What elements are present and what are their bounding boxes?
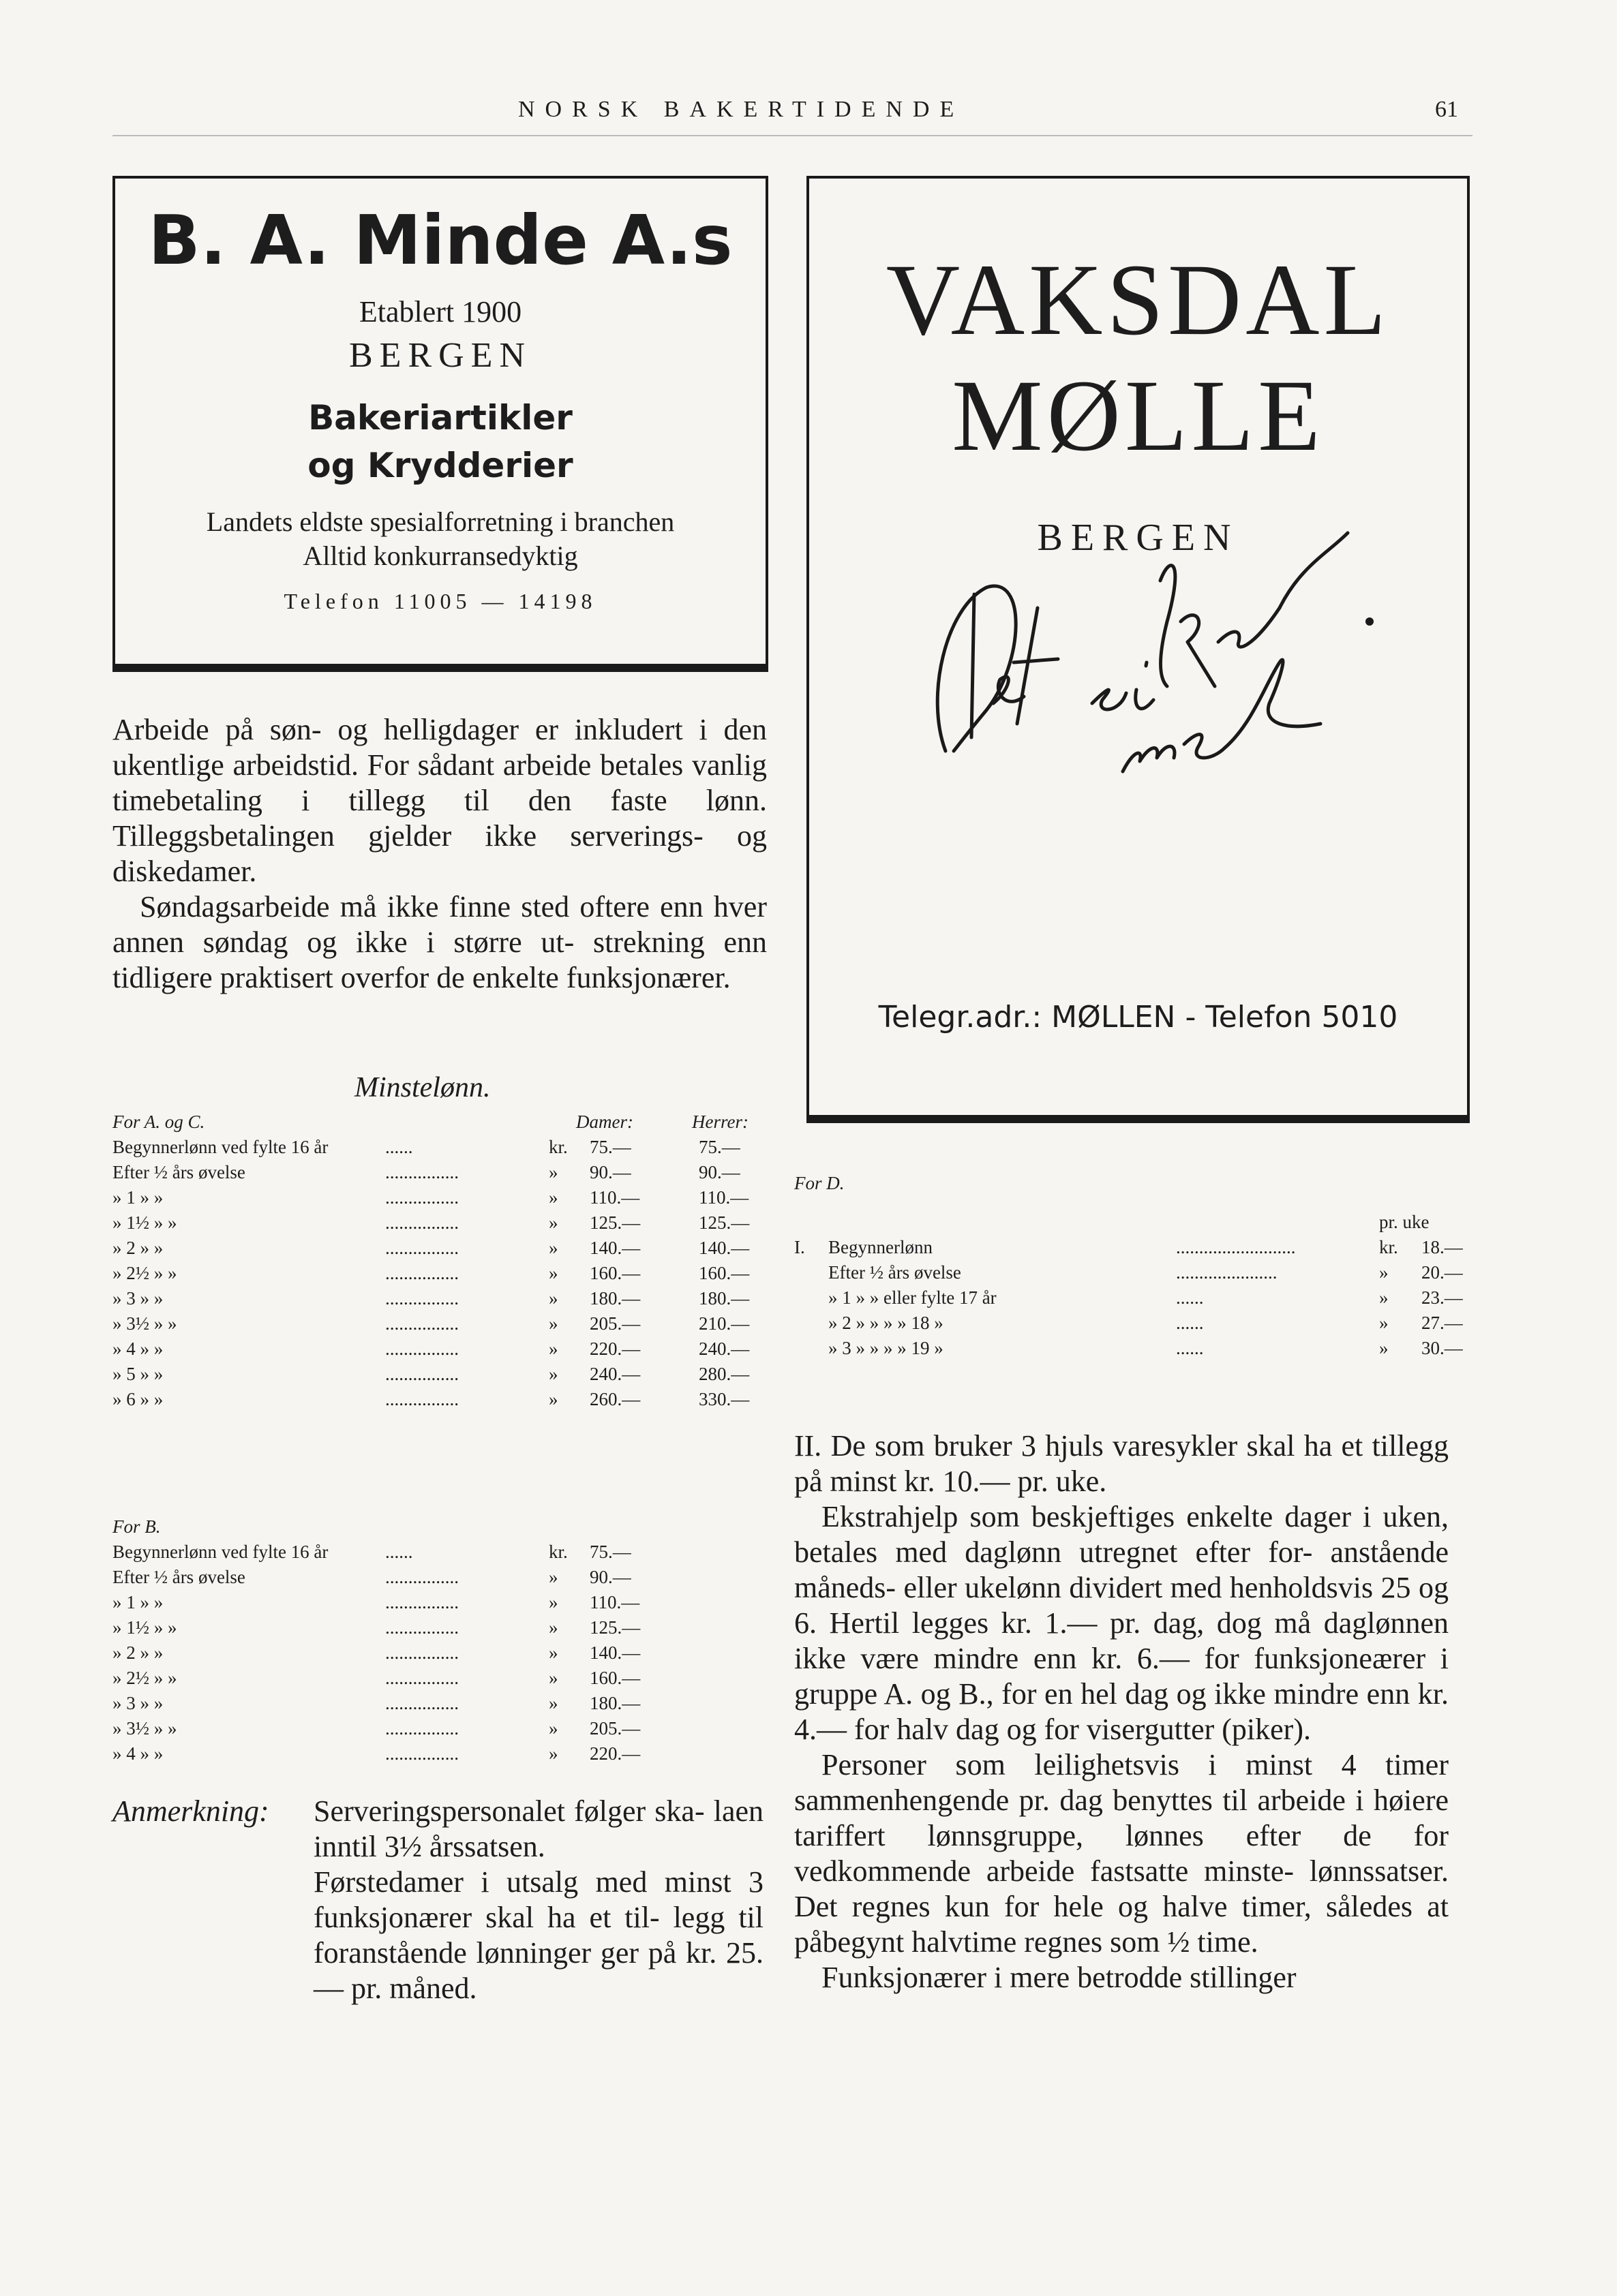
table-row bbox=[112, 1362, 767, 1387]
row-number: I. bbox=[794, 1237, 805, 1257]
row-leader-dots: ................ bbox=[385, 1288, 459, 1308]
row-label: » 1½ » » bbox=[112, 1212, 177, 1233]
value: 140.— bbox=[590, 1642, 641, 1663]
value: 160.— bbox=[590, 1668, 641, 1688]
group-b-label: For B. bbox=[112, 1516, 161, 1537]
value: 220.— bbox=[590, 1743, 641, 1764]
value: 20.— bbox=[1421, 1262, 1463, 1283]
ad-minde-product1: Bakeriartikler bbox=[308, 398, 573, 438]
value-damer: 180.— bbox=[590, 1288, 641, 1308]
row-leader-dots: ................ bbox=[385, 1718, 459, 1739]
minstelonn-title: Minstelønn. bbox=[354, 1072, 491, 1103]
value-herrer: 280.— bbox=[699, 1364, 750, 1384]
body-paragraph-1: Arbeide på søn- og helligdager er inkludert i den ukentlige arbeidstid. For sådant arbeide betales vanlig timebetaling i tillegg til den faste lønn. Tilleggsbetalingen gjelder ikke serverings- og diskedamer. bbox=[112, 713, 767, 888]
table-group-d bbox=[794, 1171, 1463, 1361]
row-leader-dots: ...... bbox=[385, 1137, 413, 1157]
row-currency: » bbox=[549, 1718, 558, 1739]
table-row bbox=[112, 1185, 767, 1210]
value: 23.— bbox=[1421, 1287, 1463, 1308]
value-herrer: 210.— bbox=[699, 1313, 750, 1334]
table-row bbox=[112, 1210, 767, 1236]
value-damer: 75.— bbox=[590, 1137, 631, 1157]
row-leader-dots: ................ bbox=[385, 1642, 459, 1663]
table-row bbox=[794, 1260, 1463, 1285]
anmerkning-text-1: Serveringspersonalet følger ska- laen inntil 3½ årssatsen. bbox=[314, 1794, 764, 1863]
row-label: » 3 » » bbox=[112, 1693, 164, 1713]
row-leader-dots: ................ bbox=[385, 1567, 459, 1587]
ad-minde-name: B. A. Minde A.s bbox=[148, 200, 733, 280]
row-currency: » bbox=[1379, 1287, 1389, 1308]
value: 110.— bbox=[590, 1592, 640, 1612]
row-label: » 3 » » » » 19 » bbox=[828, 1338, 943, 1358]
value-damer: 205.— bbox=[590, 1313, 641, 1334]
value-damer: 260.— bbox=[590, 1389, 641, 1409]
table-row bbox=[112, 1741, 767, 1766]
ad-minde-phone: Telefon 11005 — 14198 bbox=[284, 589, 597, 613]
table-row bbox=[112, 1666, 767, 1691]
table-row bbox=[112, 1590, 767, 1615]
value-damer: 240.— bbox=[590, 1364, 641, 1384]
value-herrer: 90.— bbox=[699, 1162, 740, 1182]
row-currency: » bbox=[1379, 1313, 1389, 1333]
row-currency: » bbox=[1379, 1262, 1389, 1283]
value-damer: 90.— bbox=[590, 1162, 631, 1182]
row-leader-dots: ...... bbox=[1176, 1313, 1204, 1333]
row-label: » 4 » » bbox=[112, 1338, 164, 1359]
group-d-unit: pr. uke bbox=[1379, 1212, 1430, 1232]
value-herrer: 160.— bbox=[699, 1263, 750, 1283]
value: 27.— bbox=[1421, 1313, 1463, 1333]
value-herrer: 125.— bbox=[699, 1212, 750, 1233]
row-currency: » bbox=[549, 1693, 558, 1713]
row-currency: » bbox=[1379, 1338, 1389, 1358]
col-herrer-header: Herrer: bbox=[692, 1112, 749, 1132]
value: 30.— bbox=[1421, 1338, 1463, 1358]
row-leader-dots: ................ bbox=[385, 1592, 459, 1612]
right-paragraph-2: Ekstrahjelp som beskjeftiges enkelte dager i uken, betales med daglønn utregnet efter for- anstående måneds- eller ukelønn dividert med henholdsvis 25 og 6. Hertil legges kr. 1.— pr. dag, dog må daglønnen ikke være mindre enn kr. 6.— for funksjoneærer i gruppe A. og B., for en hel dag og ikke mindre enn kr. 4.— for halv dag og for visergutter (piker). bbox=[794, 1500, 1449, 1746]
row-currency: » bbox=[549, 1743, 558, 1764]
row-leader-dots: ................ bbox=[385, 1693, 459, 1713]
ad-minde-tagline1: Landets eldste spesialforretning i branchen bbox=[206, 506, 675, 537]
table-row bbox=[794, 1235, 1463, 1260]
row-leader-dots: ................ bbox=[385, 1187, 459, 1208]
row-currency: » bbox=[549, 1642, 558, 1663]
row-currency: » bbox=[549, 1313, 558, 1334]
body-text bbox=[112, 712, 767, 996]
row-leader-dots: ...................... bbox=[1176, 1262, 1278, 1283]
row-leader-dots: ................ bbox=[385, 1668, 459, 1688]
value-herrer: 180.— bbox=[699, 1288, 750, 1308]
row-leader-dots: ................ bbox=[385, 1389, 459, 1409]
anmerkning-text-2: Førstedamer i utsalg med minst 3 funksjonærer skal ha et til- legg til foranstående lønninger ger på kr. 25.— pr. måned. bbox=[314, 1865, 764, 2005]
row-leader-dots: ................ bbox=[385, 1338, 459, 1359]
value-herrer: 140.— bbox=[699, 1238, 750, 1258]
row-currency: » bbox=[549, 1212, 558, 1233]
row-leader-dots: ...... bbox=[1176, 1287, 1204, 1308]
row-currency: » bbox=[549, 1668, 558, 1688]
ad-minde bbox=[112, 176, 768, 672]
ad-vaksdal bbox=[806, 176, 1470, 1123]
row-leader-dots: ...... bbox=[385, 1542, 413, 1562]
row-label: » 2 » » » » 18 » bbox=[828, 1313, 943, 1333]
row-currency: » bbox=[549, 1389, 558, 1409]
row-leader-dots: ................ bbox=[385, 1364, 459, 1384]
row-currency: kr. bbox=[549, 1137, 568, 1157]
table-row bbox=[112, 1261, 767, 1286]
row-currency: kr. bbox=[1379, 1237, 1398, 1257]
ad-minde-established: Etablert 1900 bbox=[359, 295, 522, 328]
row-leader-dots: ................ bbox=[385, 1212, 459, 1233]
value: 180.— bbox=[590, 1693, 641, 1713]
row-leader-dots: .......................... bbox=[1176, 1237, 1296, 1257]
running-header: NORSK BAKERTIDENDE bbox=[518, 97, 965, 122]
row-label: » 3 » » bbox=[112, 1288, 164, 1308]
row-label: Efter ½ års øvelse bbox=[112, 1162, 245, 1182]
anmerkning-text bbox=[314, 1794, 764, 2006]
row-label: » 6 » » bbox=[112, 1389, 164, 1409]
ad-minde-city: BERGEN bbox=[349, 336, 532, 375]
row-leader-dots: ................ bbox=[385, 1743, 459, 1764]
table-row bbox=[112, 1691, 767, 1716]
table-row bbox=[112, 1286, 767, 1311]
col-damer-header: Damer: bbox=[576, 1112, 633, 1132]
table-row bbox=[794, 1336, 1463, 1361]
right-paragraph-1: II. De som bruker 3 hjuls varesykler skal ha et tillegg på minst kr. 10.— pr. uke. bbox=[794, 1429, 1449, 1498]
table-row bbox=[794, 1311, 1463, 1336]
table-row bbox=[112, 1640, 767, 1666]
value: 18.— bbox=[1421, 1237, 1463, 1257]
value-herrer: 240.— bbox=[699, 1338, 750, 1359]
row-label: » 5 » » bbox=[112, 1364, 164, 1384]
table-row bbox=[112, 1336, 767, 1362]
row-label: » 1 » » bbox=[112, 1187, 164, 1208]
ad-vaksdal-line1: VAKSDAL bbox=[886, 243, 1391, 356]
value: 125.— bbox=[590, 1617, 641, 1638]
table-row bbox=[112, 1716, 767, 1741]
table-row bbox=[112, 1311, 767, 1336]
row-currency: » bbox=[549, 1338, 558, 1359]
table-row bbox=[112, 1615, 767, 1640]
row-label: Begynnerlønn ved fylte 16 år bbox=[112, 1137, 329, 1157]
value-herrer: 75.— bbox=[699, 1137, 740, 1157]
row-leader-dots: ................ bbox=[385, 1617, 459, 1638]
right-paragraph-3: Personer som leilighetsvis i minst 4 timer sammenhengende pr. dag benyttes til arbeide i høiere tariffert lønnsgruppe, lønnes efter de for vedkommende arbeide fastsatte minste- lønnssatser. Det regnes kun for hele og halve timer, således at påbegynt halvtime regnes som ½ time. bbox=[794, 1748, 1449, 1959]
row-label: » 1 » » eller fylte 17 år bbox=[828, 1287, 997, 1308]
row-currency: » bbox=[549, 1364, 558, 1384]
page-number: 61 bbox=[1435, 97, 1458, 122]
row-label: » 2 » » bbox=[112, 1238, 164, 1258]
row-currency: » bbox=[549, 1162, 558, 1182]
row-leader-dots: ...... bbox=[1176, 1338, 1204, 1358]
right-paragraph-4: Funksjonærer i mere betrodde stillinger bbox=[821, 1961, 1297, 1994]
value-damer: 140.— bbox=[590, 1238, 641, 1258]
body-paragraph-2: Søndagsarbeide må ikke finne sted oftere enn hver annen søndag og ikke i større ut- strekning enn tidligere praktisert overfor de enkelte funksjonærer. bbox=[112, 890, 767, 994]
row-label: Begynnerlønn bbox=[828, 1237, 933, 1257]
row-leader-dots: ................ bbox=[385, 1162, 459, 1182]
table-row bbox=[112, 1565, 767, 1590]
row-label: » 2½ » » bbox=[112, 1668, 177, 1688]
group-d-label: For D. bbox=[794, 1173, 845, 1193]
table-row bbox=[112, 1387, 767, 1412]
row-label: » 4 » » bbox=[112, 1743, 164, 1764]
ad-minde-tagline2: Alltid konkurransedyktig bbox=[303, 540, 578, 571]
group-ac-label: For A. og C. bbox=[112, 1112, 205, 1132]
row-label: Efter ½ års øvelse bbox=[828, 1262, 961, 1283]
table-row bbox=[794, 1285, 1463, 1311]
table-row bbox=[112, 1540, 767, 1565]
row-leader-dots: ................ bbox=[385, 1238, 459, 1258]
table-row bbox=[112, 1236, 767, 1261]
table-row bbox=[112, 1135, 767, 1160]
header-rule bbox=[112, 135, 1472, 136]
row-label: » 1½ » » bbox=[112, 1617, 177, 1638]
row-leader-dots: ................ bbox=[385, 1263, 459, 1283]
table-group-ac bbox=[112, 1109, 767, 1412]
row-currency: » bbox=[549, 1238, 558, 1258]
row-label: Begynnerlønn ved fylte 16 år bbox=[112, 1542, 329, 1562]
row-label: » 2½ » » bbox=[112, 1263, 177, 1283]
row-currency: kr. bbox=[549, 1542, 568, 1562]
value-damer: 110.— bbox=[590, 1187, 640, 1208]
value-damer: 220.— bbox=[590, 1338, 641, 1359]
table-group-b bbox=[112, 1514, 767, 1766]
ad-minde-product2: og Krydderier bbox=[307, 446, 573, 485]
value-herrer: 110.— bbox=[699, 1187, 749, 1208]
value-damer: 160.— bbox=[590, 1263, 641, 1283]
value: 205.— bbox=[590, 1718, 641, 1739]
ad-vaksdal-contact: Telegr.adr.: MØLLEN - Telefon 5010 bbox=[878, 1000, 1398, 1035]
row-currency: » bbox=[549, 1187, 558, 1208]
row-label: » 3½ » » bbox=[112, 1313, 177, 1334]
value-damer: 125.— bbox=[590, 1212, 641, 1233]
row-currency: » bbox=[549, 1617, 558, 1638]
row-label: Efter ½ års øvelse bbox=[112, 1567, 245, 1587]
row-label: » 2 » » bbox=[112, 1642, 164, 1663]
value: 90.— bbox=[590, 1567, 631, 1587]
value-herrer: 330.— bbox=[699, 1389, 750, 1409]
row-leader-dots: ................ bbox=[385, 1313, 459, 1334]
row-label: » 1 » » bbox=[112, 1592, 164, 1612]
anmerkning-label: Anmerkning: bbox=[112, 1794, 269, 1828]
slogan-handwriting-graphic bbox=[898, 526, 1389, 785]
row-currency: » bbox=[549, 1263, 558, 1283]
ad-vaksdal-city: BERGEN bbox=[1037, 517, 1239, 559]
row-currency: » bbox=[549, 1592, 558, 1612]
row-label: » 3½ » » bbox=[112, 1718, 177, 1739]
right-text bbox=[794, 1428, 1449, 1995]
table-row bbox=[112, 1160, 767, 1185]
ad-vaksdal-line2: MØLLE bbox=[952, 359, 1325, 472]
row-currency: » bbox=[549, 1567, 558, 1587]
value: 75.— bbox=[590, 1542, 631, 1562]
row-currency: » bbox=[549, 1288, 558, 1308]
